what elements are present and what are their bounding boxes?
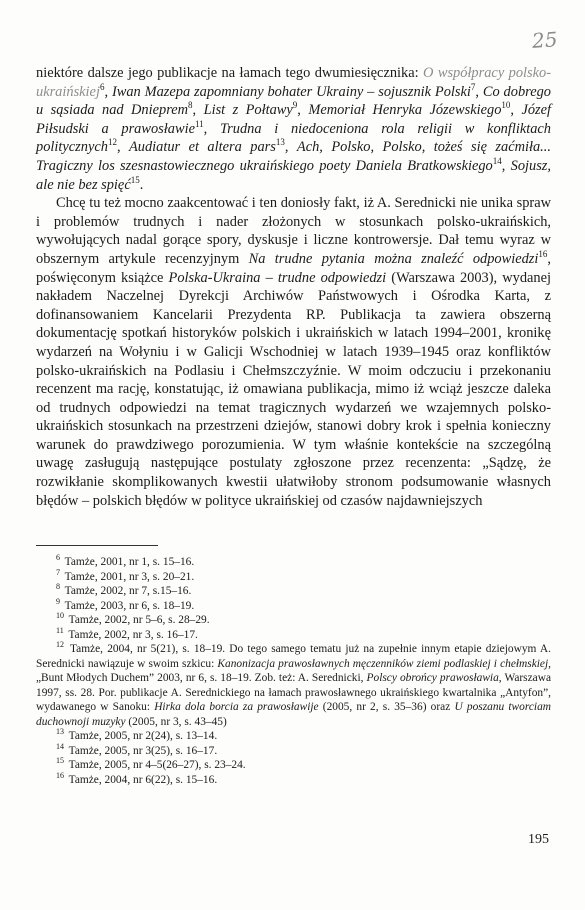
title-pilsudski: Józef Piłsudski a prawosławie: [36, 102, 552, 137]
title-audiatur: Audiatur et altera pars: [128, 139, 276, 156]
footnote: $^8$ Tamże, 2002, nr 7, s.15–16.: [56, 582, 192, 597]
footnote: $^{15}$ Tamże, 2005, nr 4–5(26–27), s. 23–24.: [56, 756, 246, 771]
footnote: $^{16}$ Tamże, 2004, nr 6(22), s. 15–16.: [56, 770, 218, 786]
footnote-ref-8: 8: [188, 100, 193, 111]
footnote: $^{13}$ Tamże, 2005, nr 2(24), s. 13–14.: [56, 727, 218, 742]
title-co-dobrego: Co dobrego u sąsiada nad Dnieprem: [36, 83, 551, 119]
title-na-trudne-pytania: Na trudne pytania można znaleźć odpowiedzi: [248, 250, 539, 267]
footnote-ref-13: 13: [275, 137, 285, 148]
title-sojusz: Sojusz, ale nie bez spięć: [36, 157, 552, 193]
title-list-z-poltawy: List z Połtawy: [203, 102, 293, 119]
footnotes: [36, 555, 551, 787]
title-polska-ukraina: Polska-Ukraina – trudne odpowiedzi: [168, 269, 387, 286]
footnote: $^{12}$ Tamże, 2004, nr 5(21), s. 18–19. Do tego samego tematu już na zupełnie innym etapie dziejowym A. Serednicki nawiązuje w swoim szkicu: Kanonizacja prawosławnych męczenników ziemi podlaskiej i chełmskiej, „Bunt Młodych Duchem” 2003, nr 6, s. 18–19. Zob. też: A. Serednicki, Polscy obrońcy prawosławia, Warszawa 1997, ss. 28. Por. publikacje A. Serednickiego na łamach prawosławnego ukraińskiego kwartalnika „Antyfon”, wydawanego w Sanoku: Hirka dola borcia za prawosławije (2005, nr 2, s. 35–36) oraz U poszanu tworciam duchownoji muzyky (2005, nr 3, s. 43–45): [36, 640, 552, 728]
paragraph-2: Chcę tu też mocno zaakcentować i ten doniosły fakt, iż A. Serednicki nie unika spraw i problemów trudnych i nader złożonych w stosunkach polsko-ukraińskich, wywołujących nadal gorące spory, dyskusje i liczne kontrowersje. Dał temu wyraz w obszernym artykule recenzyjnym Na trudne pytania można znaleźć odpowiedzi$^{16}$, poświęconym książce Polska-Ukraina – trudne odpowiedzi (Warszawa 2003), wydanej nakładem Naczelnej Dyrekcji Archiwów Państwowych i Ośrodka Karta, z dofinansowaniem Kancelarii Prezydenta RP. Publikacja ta zawiera obszerną dokumentację spotkań historyków polskich i ukraińskich w latach 1994–2001, kronikę wydarzeń na Wołyniu i w Galicji Wschodniej w latach 1939–1945 oraz konfliktów polsko-ukraińskich na Podlasiu i Chełmszczyźnie. W moim odczuciu i przekonaniu recenzent ma rację, konstatując, iż omawiana publikacja, mimo iż wciąż jeszcze daleka od trudnych odpowiedzi na temat tragicznych wydarzeń we wzajemnych polsko-ukraińskich stosunkach na przestrzeni dziejów, stanowi dobry krok i spełnia konieczny warunek do prawdziwego porozumienia. W tym właśnie kontekście na szczególną uwagę zasługują następujące postulaty zgłoszone przez recenzenta: „Sądzę, że rozwikłanie skomplikowanych kwestii ułatwiłoby stronom podsumowanie własnych błędów – polskich błędów w polityce ukraińskiej od czasów najdawniejszych: [36, 195, 551, 509]
footnote: $^7$ Tamże, 2001, nr 3, s. 20–21.: [56, 567, 195, 583]
footnote: $^{11}$ Tamże, 2002, nr 3, s. 16–17.: [56, 625, 198, 641]
body-text: [36, 64, 551, 510]
title-iwan-mazepa: Iwan Mazepa zapomniany bohater Ukrainy – sojusznik Polski: [111, 83, 471, 100]
title-o-wspolpracy: O współpracy polsko-ukraińskiej: [36, 65, 551, 100]
title-trudna-rola: Trudna i niedoceniona rola religii w konfliktach politycznych: [36, 120, 551, 156]
handwritten-page-mark: 25: [530, 27, 558, 53]
footnote-ref-11: 11: [194, 118, 204, 129]
footnote-ref-12: 12: [107, 137, 117, 148]
title-ach-polsko: Ach, Polsko, Polsko, tożeś się zaćmiła... Tragiczny los szesnastowiecznego ukraińskiego poety Daniela Bratkowskiego: [36, 139, 551, 174]
footnote-ref-10: 10: [501, 100, 511, 111]
footnote-ref-6: 6: [99, 81, 105, 92]
footnote-ref-15: 15: [130, 174, 140, 185]
footnote: $^{14}$ Tamże, 2005, nr 3(25), s. 16–17.: [56, 741, 218, 757]
footnote-ref-14: 14: [492, 156, 502, 167]
paragraph-1: niektóre dalsze jego publikacje na łamach tego dwumiesięcznika: O współpracy polsko-ukraińskiej$^6$, Iwan Mazepa zapomniany bohater Ukrainy – sojusznik Polski$^7$, Co dobrego u sąsiada nad Dnieprem$^8$, List z Połtawy$^9$, Memoriał Henryka Józewskiego$^{10}$, Józef Piłsudski a prawosławie$^{11}$, Trudna i niedoceniona rola religii w konfliktach politycznych$^{12}$, Audiatur et altera pars$^{13}$, Ach, Polsko, Polsko, tożeś się zaćmiła... Tragiczny los szesnastowiecznego ukraińskiego poety Daniela Bratkowskiego$^{14}$, Sojusz, ale nie bez spięć$^{15}$.: [36, 65, 552, 193]
footnote: $^9$ Tamże, 2003, nr 6, s. 18–19.: [56, 596, 195, 612]
footnote-ref-16: 16: [538, 249, 548, 260]
page-number: 195: [528, 832, 549, 847]
footnote-ref-7: 7: [470, 81, 476, 92]
footnote: $^6$ Tamże, 2001, nr 1, s. 15–16.: [56, 553, 195, 568]
title-memorial: Memoriał Henryka Józewskiego: [308, 102, 502, 119]
footnote-ref-9: 9: [292, 100, 298, 111]
footnote-separator: [36, 545, 158, 546]
footnote: $^{10}$ Tamże, 2002, nr 5–6, s. 28–29.: [56, 611, 210, 626]
